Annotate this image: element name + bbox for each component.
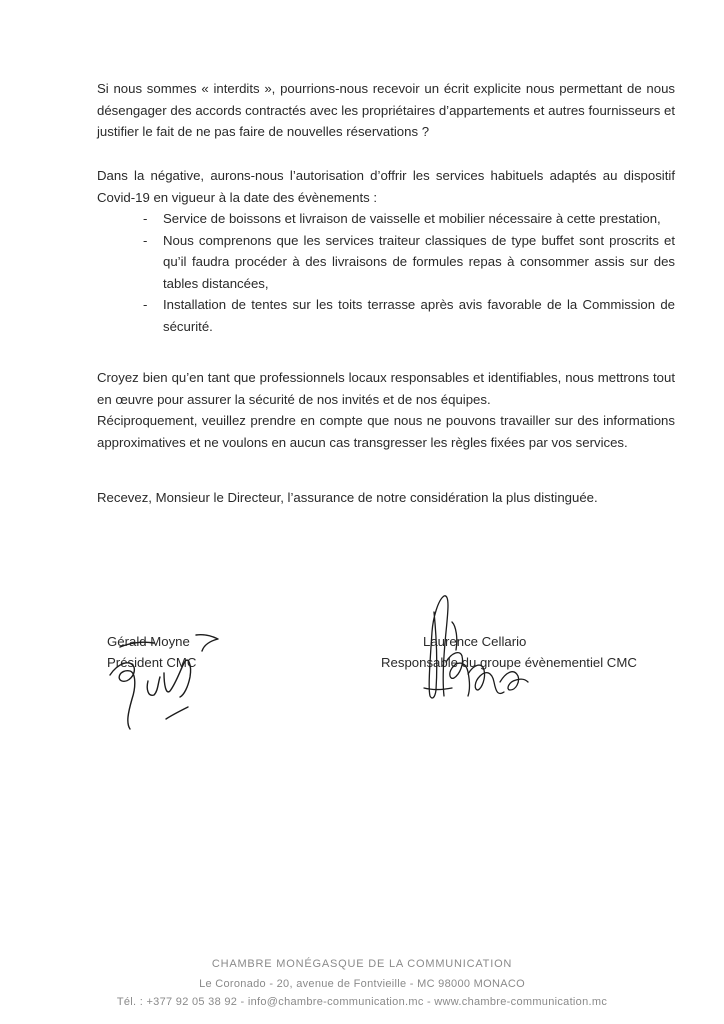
footer-address: Le Coronado - 20, avenue de Fontvieille - MC 98000 MONACO: [199, 978, 525, 990]
dash-marker: -: [143, 297, 148, 312]
closing-formula: [97, 487, 675, 509]
list-item: [97, 294, 675, 337]
signatory-right: [381, 631, 637, 673]
paragraph-intro: Dans la négative, aurons-nous l’autorisation d’offrir les services habituels adaptés au dispositif Covid-19 en vigueur à la date des évènements :: [97, 168, 675, 205]
paragraph-text: Si nous sommes « interdits », pourrions-nous recevoir un écrit explicite nous permettant de nous désengager des accords contractés avec les propriétaires d’appartements et autres fournisseurs et justifier le fait de ne pas faire de nouvelles réservations ?: [97, 81, 675, 139]
paragraph-request: [97, 78, 675, 143]
signatory-title: Président CMC: [107, 655, 197, 670]
list-item: [97, 208, 675, 230]
paragraph-services: [97, 165, 675, 337]
footer-organization: CHAMBRE MONÉGASQUE DE LA COMMUNICATION: [211, 958, 513, 970]
paragraph-text: Réciproquement, veuillez prendre en compte que nous ne pouvons travailler sur des informations approximatives et ne voulons en aucun cas transgresser les règles fixées par vos services.: [97, 413, 675, 450]
paragraph-text: Croyez bien qu’en tant que professionnels locaux responsables et identifiables, nous mettrons tout en œuvre pour assurer la sécurité de nos invités et de nos équipes.: [97, 370, 675, 407]
list-item-text: Service de boissons et livraison de vaisselle et mobilier nécessaire à cette prestation,: [163, 211, 661, 226]
signatory-name: Laurence Cellario: [423, 634, 527, 649]
signatory-title: Responsable du groupe évènementiel CMC: [381, 655, 637, 670]
services-list: [97, 208, 675, 337]
signatory-left: [107, 631, 196, 673]
dash-marker: -: [143, 211, 148, 226]
paragraph-commitment: [97, 367, 675, 453]
list-item-text: Installation de tentes sur les toits terrasse après avis favorable de la Commission de sécurité.: [163, 297, 675, 334]
dash-marker: -: [143, 232, 148, 248]
signatory-name: Gérald Moyne: [107, 634, 190, 649]
closing-text: Recevez, Monsieur le Directeur, l’assurance de notre considération la plus distinguée.: [97, 490, 598, 505]
list-item: [97, 230, 675, 295]
footer-contact: Tél. : +377 92 05 38 92 - info@chambre-communication.mc - www.chambre-communication.mc: [116, 996, 608, 1008]
list-item-text: Nous comprenons que les services traiteur classiques de type buffet sont proscrits et qu’il faudra procéder à des livraisons de formules repas à consommer assis sur des tables distancées,: [163, 232, 675, 291]
